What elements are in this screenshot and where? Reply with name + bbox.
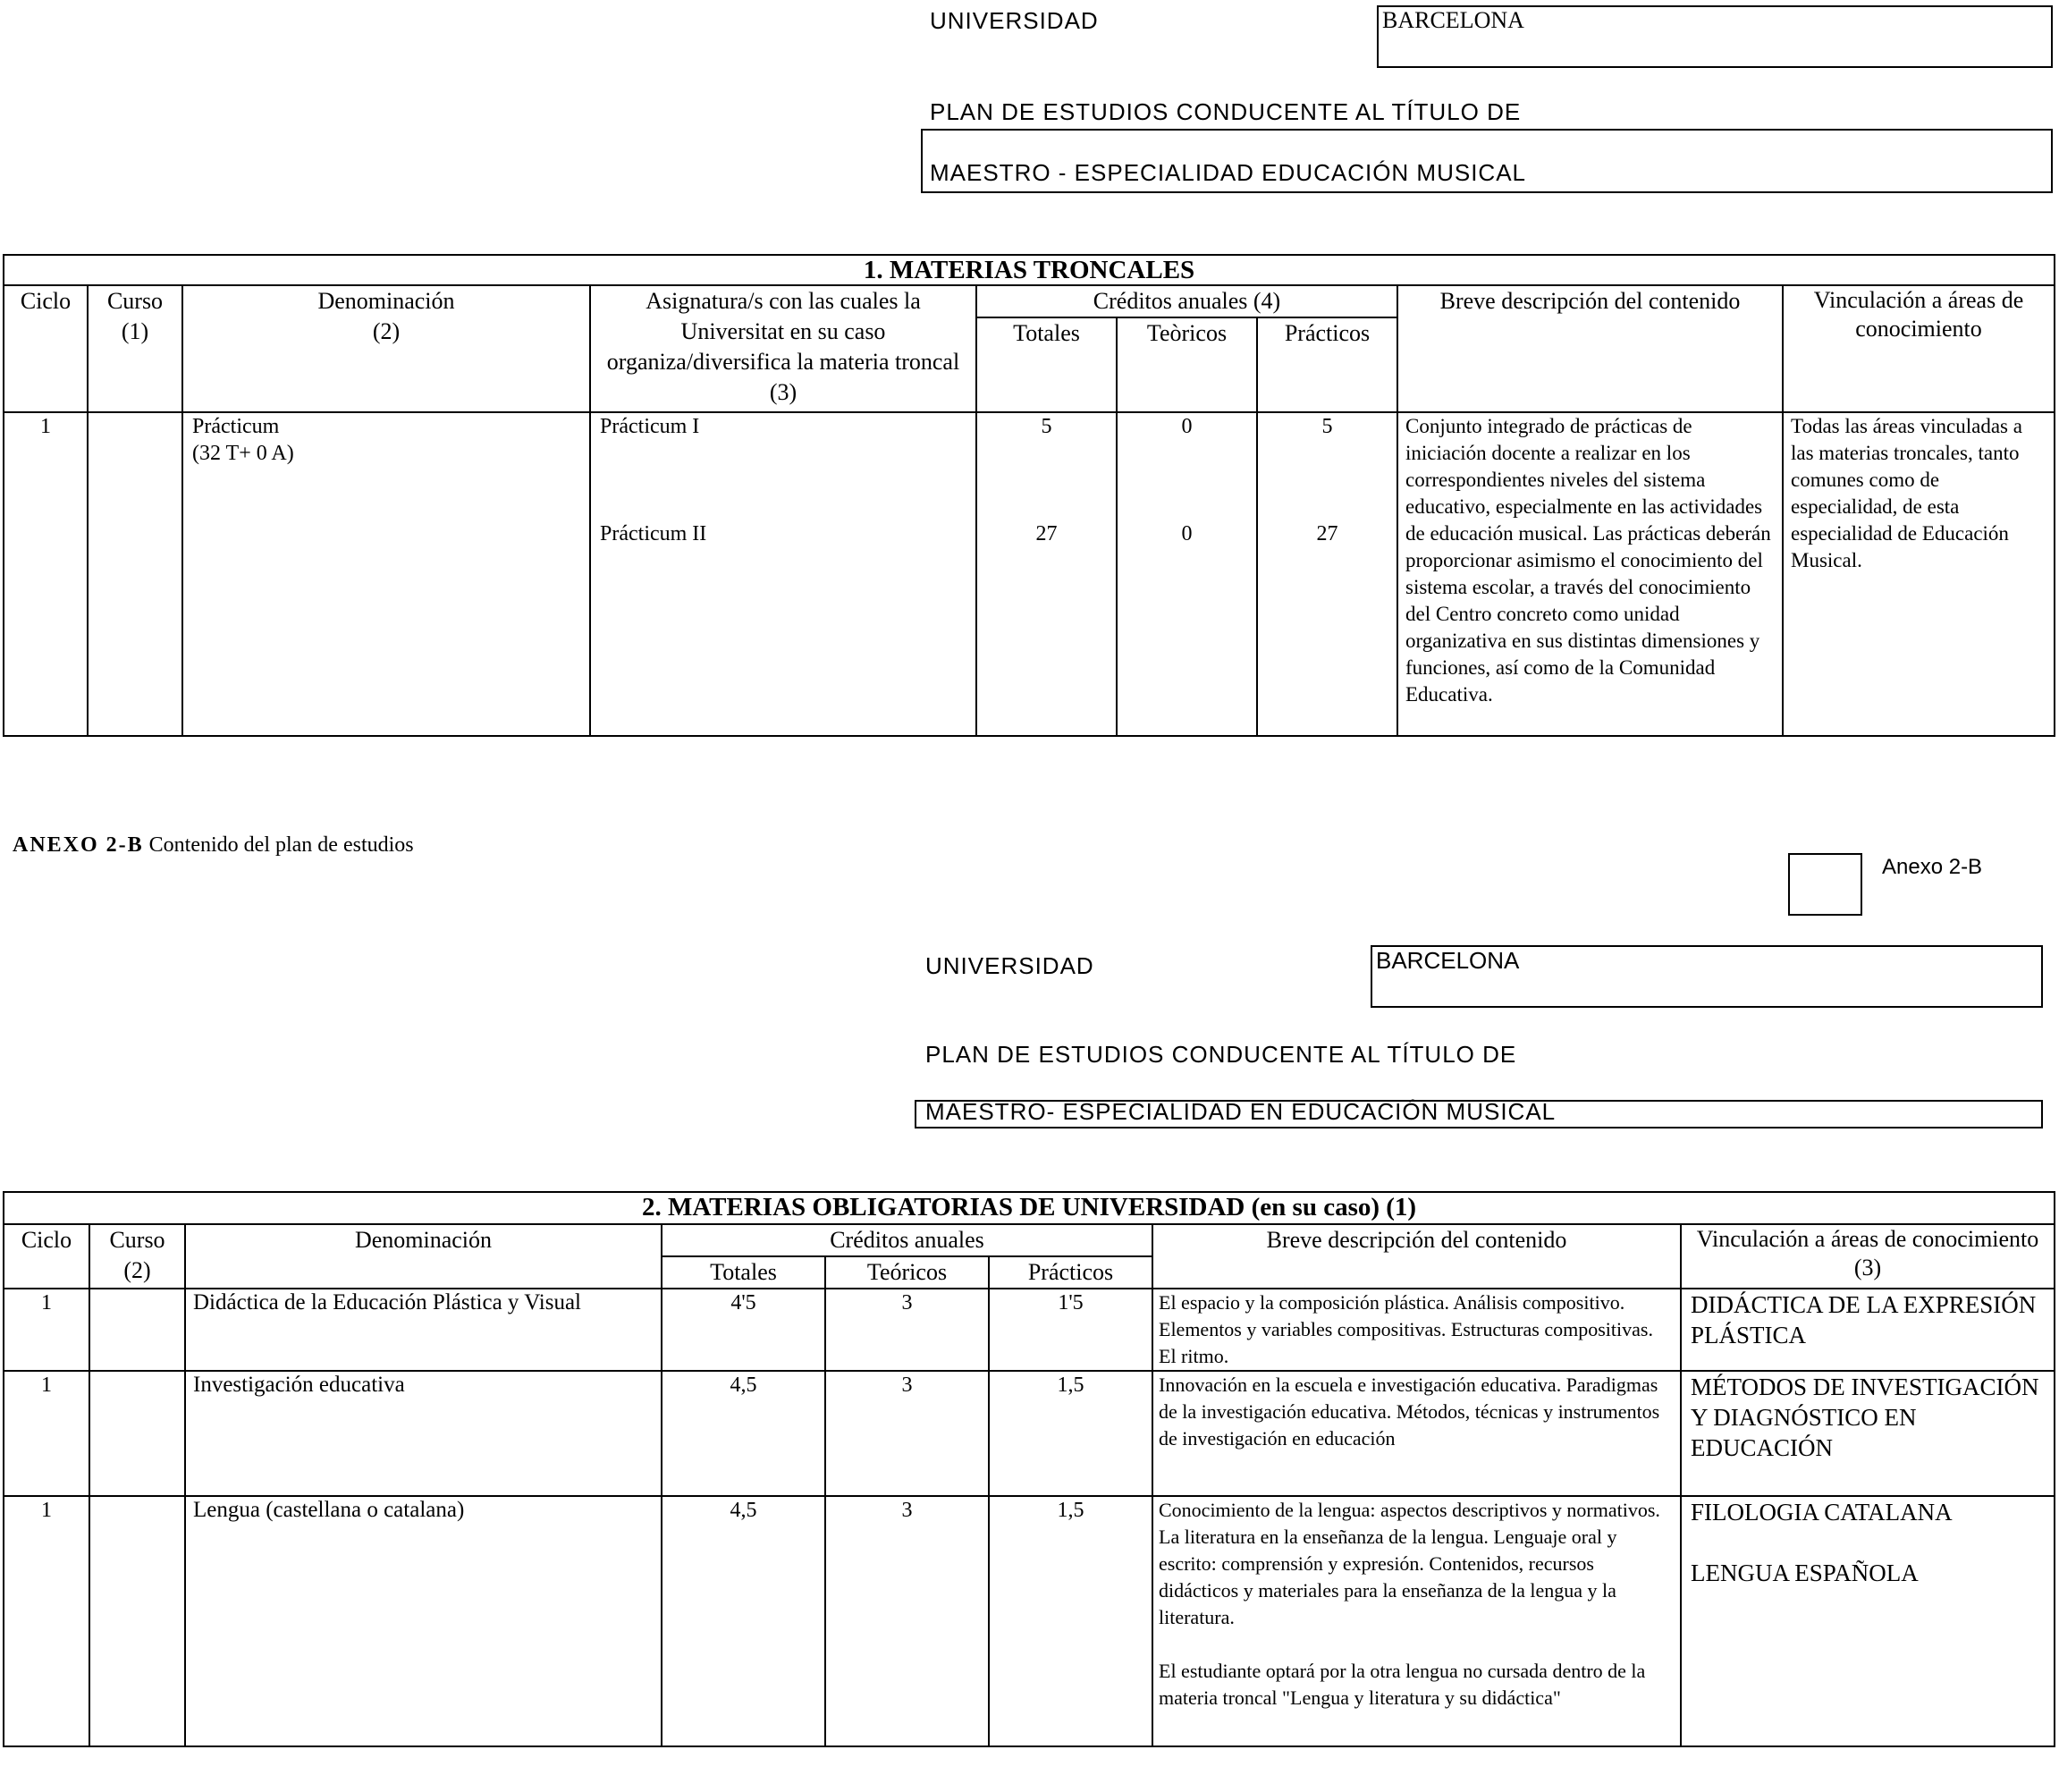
header2-vinculacion: Vinculación a áreas de conocimiento (3)	[1681, 1224, 2055, 1289]
cell-totales: 4'5	[662, 1289, 825, 1371]
plan-label: PLAN DE ESTUDIOS CONDUCENTE AL TÍTULO DE	[930, 98, 1522, 125]
practicos-2: 27	[1316, 522, 1338, 545]
header-descripcion: Breve descripción del contenido	[1397, 285, 1783, 412]
universidad-value: BARCELONA	[1382, 7, 1524, 33]
cell-teoricos: 3	[825, 1496, 989, 1746]
header-totales: Totales	[976, 317, 1117, 412]
vinculacion-text: FILOLOGIA CATALANA	[1691, 1499, 1953, 1526]
cell-asignatura	[590, 412, 976, 736]
anexo-title-bold: ANEXO 2-B	[13, 833, 144, 857]
universidad-field	[1377, 5, 2053, 68]
header2-denominacion: Denominación	[185, 1224, 662, 1289]
descripcion-text-2: El estudiante optará por la otra lengua no cursada dentro de la materia troncal "Lengua y literatura y su didáctica"	[1159, 1660, 1646, 1709]
cell-totales	[976, 412, 1117, 736]
cell-ciclo: 1	[4, 412, 88, 736]
header-curso: Curso (1)	[88, 285, 182, 412]
header2-descripcion: Breve descripción del contenido	[1152, 1224, 1681, 1289]
header2-creditos: Créditos anuales	[662, 1224, 1152, 1256]
table1-title: 1. MATERIAS TRONCALES	[4, 255, 2055, 285]
plan-label-2: PLAN DE ESTUDIOS CONDUCENTE AL TÍTULO DE	[925, 1041, 1517, 1068]
denominacion-text: Prácticum	[192, 415, 280, 438]
plan-field	[921, 129, 2053, 193]
anexo-checkbox	[1788, 853, 1862, 916]
cell-curso	[88, 412, 182, 736]
cell-denominacion	[182, 412, 590, 736]
header2-practicos: Prácticos	[989, 1256, 1152, 1289]
asignatura-2: Prácticum II	[600, 522, 707, 545]
vinculacion-text-2: LENGUA ESPAÑOLA	[1691, 1560, 1919, 1586]
header-practicos: Prácticos	[1257, 317, 1397, 412]
cell-ciclo: 1	[4, 1496, 89, 1746]
header2-totales: Totales	[662, 1256, 825, 1289]
cell-denominacion: Didáctica de la Educación Plástica y Visual	[185, 1289, 662, 1371]
cell-practicos	[1257, 412, 1397, 736]
practicos-1: 5	[1321, 415, 1333, 438]
plan-value-2: MAESTRO- ESPECIALIDAD EN EDUCACIÓN MUSICAL	[925, 1098, 1557, 1125]
table-row	[4, 1496, 2055, 1746]
cell-denominacion: Investigación educativa	[185, 1371, 662, 1496]
cell-denominacion: Lengua (castellana o catalana)	[185, 1496, 662, 1746]
denominacion-sub: (32 T+ 0 A)	[192, 442, 294, 465]
header-vinculacion: Vinculación a áreas de conocimiento	[1783, 285, 2055, 412]
cell-descripcion: Conjunto integrado de prácticas de iniciación docente a realizar en los correspondientes niveles del sistema educativo, especialmente en las actividades de educación musical. Las prácticas deberán proporcionar asimismo el conocimiento del sistema escolar, a través del conocimiento del Centro concreto como unidad organizativa en sus distintas dimensiones y funciones, así como de la Comunidad Educativa.	[1397, 412, 1783, 736]
cell-curso	[89, 1496, 185, 1746]
materias-troncales-table	[3, 254, 2055, 737]
plan-value: MAESTRO - ESPECIALIDAD EDUCACIÓN MUSICAL	[930, 159, 1526, 186]
header-creditos: Créditos anuales (4)	[976, 285, 1397, 317]
cell-ciclo: 1	[4, 1371, 89, 1496]
cell-descripcion: El espacio y la composición plástica. Análisis compositivo. Elementos y variables compositivas. Estructuras compositivas. El ritmo.	[1152, 1289, 1681, 1371]
universidad-label-2: UNIVERSIDAD	[925, 952, 1094, 979]
cell-vinculacion: MÉTODOS DE INVESTIGACIÓN Y DIAGNÓSTICO EN EDUCACIÓN	[1681, 1371, 2055, 1496]
totales-2: 27	[1035, 522, 1058, 545]
anexo-box-label: Anexo 2-B	[1882, 855, 1983, 879]
materias-obligatorias-table	[3, 1191, 2055, 1747]
table-row	[4, 1289, 2055, 1371]
cell-vinculacion: Todas las áreas vinculadas a las materias troncales, tanto comunes como de especialidad, de esta especialidad de Educación Musical.	[1783, 412, 2055, 736]
totales-1: 5	[1041, 415, 1052, 438]
table-row	[4, 1371, 2055, 1496]
anexo-title-rest: Contenido del plan de estudios	[143, 833, 414, 857]
header-asignatura: Asignatura/s con las cuales la Universitat en su caso organiza/diversifica la materia troncal (3)	[590, 285, 976, 412]
asignatura-1: Prácticum I	[600, 415, 700, 438]
teoricos-2: 0	[1181, 522, 1193, 545]
cell-teoricos: 3	[825, 1289, 989, 1371]
cell-totales: 4,5	[662, 1371, 825, 1496]
universidad-label: UNIVERSIDAD	[930, 7, 1099, 34]
header-denominacion: Denominación (2)	[182, 285, 590, 412]
cell-vinculacion	[1681, 1496, 2055, 1746]
table-row	[4, 412, 2055, 736]
cell-teoricos	[1117, 412, 1257, 736]
cell-curso	[89, 1371, 185, 1496]
plan-field-2	[915, 1100, 2043, 1128]
cell-descripcion	[1152, 1496, 1681, 1746]
header2-teoricos: Teóricos	[825, 1256, 989, 1289]
cell-curso	[89, 1289, 185, 1371]
cell-practicos: 1,5	[989, 1496, 1152, 1746]
table2-title: 2. MATERIAS OBLIGATORIAS DE UNIVERSIDAD (en su caso) (1)	[4, 1192, 2055, 1224]
cell-teoricos: 3	[825, 1371, 989, 1496]
cell-vinculacion: DIDÁCTICA DE LA EXPRESIÓN PLÁSTICA	[1681, 1289, 2055, 1371]
universidad-field-2	[1371, 945, 2043, 1008]
header-ciclo: Ciclo	[4, 285, 88, 412]
header-teoricos: Teòricos	[1117, 317, 1257, 412]
descripcion-text: Conocimiento de la lengua: aspectos descriptivos y normativos. La literatura en la enseñanza de la lengua. Lenguaje oral y escrito: comprensión y expresión. Contenidos, recursos didácticos y materiales para la enseñanza de la lengua y la literatura.	[1159, 1499, 1660, 1628]
cell-descripcion: Innovación en la escuela e investigación educativa. Paradigmas de la investigación educativa. Métodos, técnicas y instrumentos de investigación en educación	[1152, 1371, 1681, 1496]
cell-practicos: 1,5	[989, 1371, 1152, 1496]
header2-ciclo: Ciclo	[4, 1224, 89, 1289]
universidad-value-2: BARCELONA	[1376, 947, 1520, 974]
cell-practicos: 1'5	[989, 1289, 1152, 1371]
cell-totales: 4,5	[662, 1496, 825, 1746]
anexo-heading	[13, 833, 414, 858]
teoricos-1: 0	[1181, 415, 1193, 438]
header2-curso: Curso (2)	[89, 1224, 185, 1289]
cell-ciclo: 1	[4, 1289, 89, 1371]
